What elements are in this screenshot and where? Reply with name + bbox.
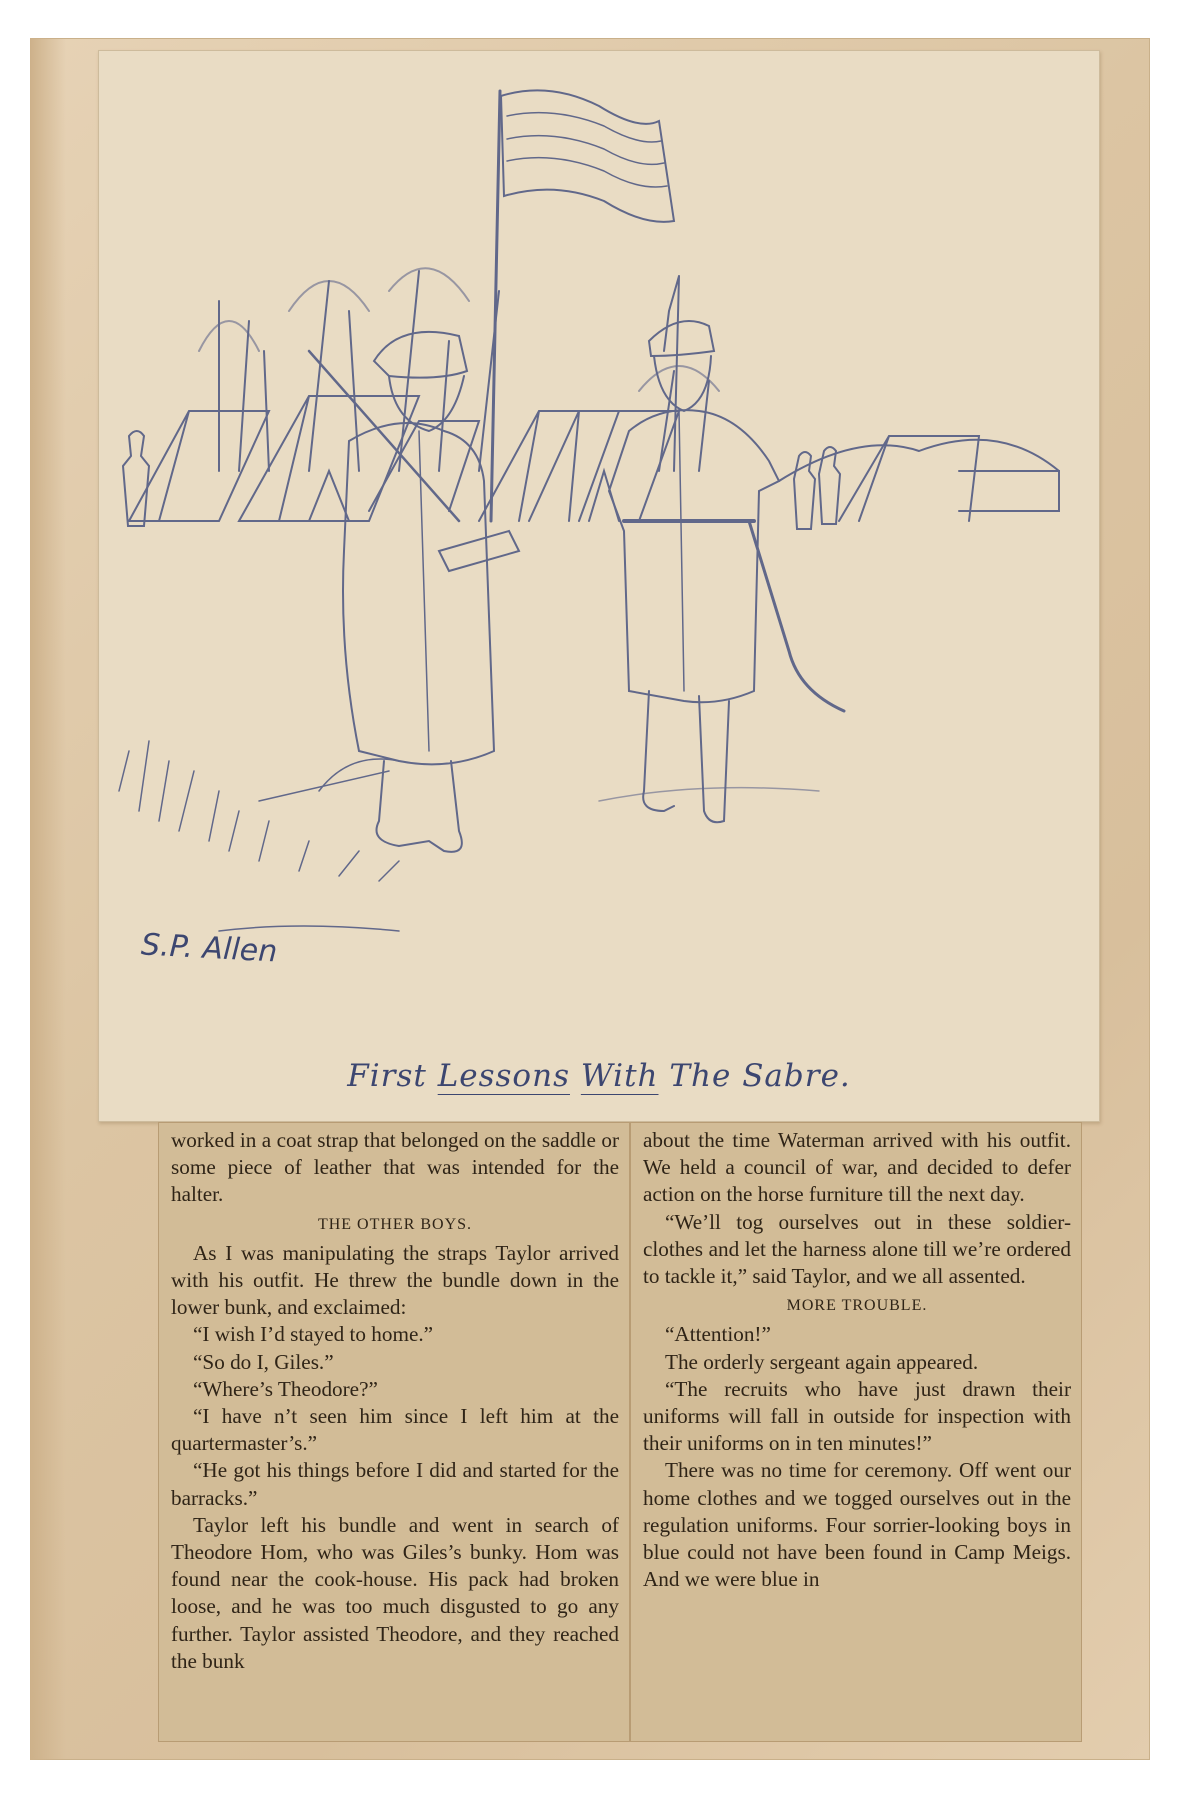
sketch-illustration xyxy=(98,50,1100,1122)
paragraph: Taylor left his bundle and went in search of Theodore Hom, who was Giles’s bunky. Hom was found near the cook-house. His pack had broken loose, and he was too much disgusted to go any further. Taylor assisted Theodore, and they reached the bunk xyxy=(171,1512,619,1673)
paragraph: “I wish I’d stayed to home.” xyxy=(193,1322,434,1347)
caption-word-lessons: Lessons xyxy=(437,1058,570,1094)
paragraph: “I have n’t seen him since I left him at the quartermaster’s.” xyxy=(171,1404,619,1456)
paragraph: “The recruits who have just drawn their uniforms will fall in outside for inspection with their uniforms on in ten minutes!” xyxy=(643,1376,1071,1456)
paragraph: The orderly sergeant again appeared. xyxy=(665,1349,979,1374)
paragraph: worked in a coat strap that belonged on the saddle or some piece of leather that was intended for the halter. xyxy=(171,1128,619,1207)
caption-word-sabre: The Sabre. xyxy=(658,1058,851,1094)
paragraph: “Attention!” xyxy=(665,1322,771,1347)
illustration-caption xyxy=(99,1058,1099,1094)
caption-space xyxy=(570,1058,581,1094)
artist-signature: S.P. Allen xyxy=(140,927,279,970)
paragraph: “He got his things before I did and started for the barracks.” xyxy=(171,1458,619,1510)
article-column-right xyxy=(630,1122,1082,1742)
paragraph: “We’ll tog ourselves out in these soldier-clothes and let the harness alone till we’re ordered to tackle it,” said Taylor, and we all assented. xyxy=(643,1209,1071,1289)
paragraph: “Where’s Theodore?” xyxy=(193,1376,378,1401)
caption-word-first: First xyxy=(347,1058,438,1094)
page-edge xyxy=(30,38,66,1760)
article-column-left xyxy=(158,1122,630,1742)
paragraph: There was no time for ceremony. Off went our home clothes and we togged ourselves out in the regulation uniforms. Four sorrier-looking boys in blue could not have been found in Camp Meigs. And we were blue in xyxy=(643,1458,1071,1592)
section-heading: THE OTHER BOYS. xyxy=(317,1215,473,1233)
paragraph: “So do I, Giles.” xyxy=(193,1349,334,1374)
section-heading: MORE TROUBLE. xyxy=(786,1297,928,1315)
paragraph: As I was manipulating the straps Taylor arrived with his outfit. He threw the bundle down in the lower bunk, and exclaimed: xyxy=(171,1240,619,1320)
caption-word-with: With xyxy=(580,1058,659,1094)
paragraph: about the time Waterman arrived with his outfit. We held a council of war, and decided to defer action on the horse furniture till the next day. xyxy=(643,1128,1071,1207)
